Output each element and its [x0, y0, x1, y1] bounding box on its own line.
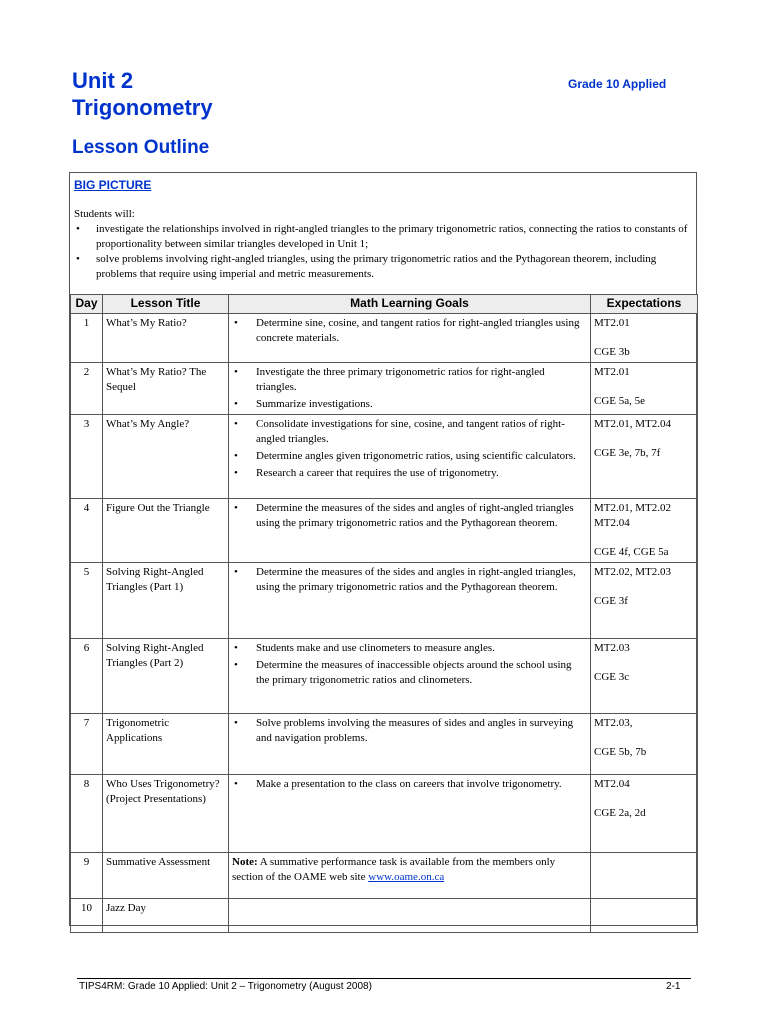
goal-item	[232, 501, 587, 531]
goal-text: Summarize investigations.	[256, 398, 373, 410]
goal-text: Research a career that requires the use of trigonometry.	[256, 467, 499, 479]
column-header-day: Day	[71, 295, 103, 314]
table-row	[71, 714, 698, 775]
goal-item	[232, 565, 587, 595]
big-picture-item	[74, 252, 692, 282]
goal-text: Students make and use clinometers to measure angles.	[256, 642, 495, 654]
lesson-title-cell: What’s My Ratio? The Sequel	[103, 363, 229, 415]
goals-cell	[229, 499, 591, 563]
big-picture-item-text: investigate the relationships involved in right-angled triangles to the primary trigonometric ratios, connecting the ratios to constants of proportionality between similar triangles developed in Unit 1;	[96, 223, 688, 250]
expectation-code: MT2.01, MT2.04	[594, 418, 671, 430]
big-picture-title: BIG PICTURE	[74, 178, 152, 192]
goals-cell	[229, 714, 591, 775]
lesson-title-cell: Summative Assessment	[103, 853, 229, 899]
day-cell: 9	[71, 853, 103, 899]
day-cell: 3	[71, 415, 103, 499]
expectations-cell	[591, 714, 698, 775]
goals-cell	[229, 853, 591, 899]
table-row	[71, 899, 698, 933]
bullet-icon: •	[234, 642, 238, 654]
bullet-icon: •	[234, 366, 238, 378]
day-cell: 4	[71, 499, 103, 563]
day-cell: 1	[71, 314, 103, 363]
expectations-cell	[591, 639, 698, 714]
table-row	[71, 639, 698, 714]
goal-item	[232, 365, 587, 395]
column-header-goals: Math Learning Goals	[229, 295, 591, 314]
big-picture-item	[74, 222, 692, 252]
table-row	[71, 363, 698, 415]
goal-text: Make a presentation to the class on careers that involve trigonometry.	[256, 778, 562, 790]
note-text: A summative performance task is available from the members only section of the OAME web site	[232, 856, 556, 883]
table-row	[71, 563, 698, 639]
day-cell: 5	[71, 563, 103, 639]
goal-text: Determine the measures of the sides and angles in right-angled triangles, using the primary trigonometric ratios and the Pythagorean theorem.	[256, 566, 576, 593]
lesson-title-cell: Solving Right-Angled Triangles (Part 2)	[103, 639, 229, 714]
column-header-lesson-title: Lesson Title	[103, 295, 229, 314]
goal-text: Determine sine, cosine, and tangent ratios for right-angled triangles using concrete materials.	[256, 317, 580, 344]
day-cell: 7	[71, 714, 103, 775]
expectations-cell	[591, 775, 698, 853]
expectation-code: MT2.02, MT2.03	[594, 566, 671, 578]
expectation-cge: CGE 3c	[594, 671, 630, 683]
goal-text: Consolidate investigations for sine, cosine, and tangent ratios of right-angled triangles.	[256, 418, 565, 445]
bullet-icon: •	[234, 566, 238, 578]
lesson-title-cell: Figure Out the Triangle	[103, 499, 229, 563]
expectation-cge: CGE 3e, 7b, 7f	[594, 447, 661, 459]
oame-website-link[interactable]: www.oame.on.ca	[368, 871, 445, 883]
lesson-title-cell: What’s My Ratio?	[103, 314, 229, 363]
bullet-icon: •	[234, 317, 238, 329]
goal-item	[232, 397, 587, 412]
lesson-outline-heading: Lesson Outline	[72, 137, 210, 158]
table-row	[71, 853, 698, 899]
goal-item	[232, 641, 587, 656]
lesson-table	[70, 294, 698, 933]
expectation-code: MT2.04	[594, 517, 630, 529]
big-picture-item-text: solve problems involving right-angled triangles, using the primary trigonometric ratios and the Pythagorean theorem, including problems that require using imperial and metric measurements.	[96, 253, 657, 280]
goal-item	[232, 716, 587, 746]
footer-page-number: 2-1	[666, 981, 681, 992]
footer-document-info: TIPS4RM: Grade 10 Applied: Unit 2 – Trigonometry (August 2008)	[79, 981, 372, 992]
goal-item	[232, 417, 587, 447]
goal-item	[232, 316, 587, 346]
goal-text: Determine the measures of inaccessible objects around the school using the primary trigonometric ratios and clinometers.	[256, 659, 572, 686]
goals-cell	[229, 415, 591, 499]
goal-item	[232, 777, 587, 792]
expectations-cell	[591, 899, 698, 933]
table-row	[71, 415, 698, 499]
column-header-expectations: Expectations	[591, 295, 698, 314]
goal-text: Determine angles given trigonometric ratios, using scientific calculators.	[256, 450, 576, 462]
goals-cell	[229, 639, 591, 714]
unit-topic-heading: Trigonometry	[72, 95, 213, 120]
lesson-title-cell: Jazz Day	[103, 899, 229, 933]
bullet-icon: •	[234, 502, 238, 514]
expectation-code: MT2.01, MT2.02	[594, 502, 671, 514]
expectation-cge: CGE 2a, 2d	[594, 807, 646, 819]
table-header-row	[71, 295, 698, 314]
lesson-title-cell: Who Uses Trigonometry? (Project Presentations)	[103, 775, 229, 853]
lesson-title-cell: Trigonometric Applications	[103, 714, 229, 775]
expectations-cell	[591, 415, 698, 499]
day-cell: 10	[71, 899, 103, 933]
goal-text: Determine the measures of the sides and angles of right-angled triangles using the primary trigonometric ratios and the Pythagorean theorem.	[256, 502, 574, 529]
goals-cell	[229, 563, 591, 639]
lesson-title-cell: Solving Right-Angled Triangles (Part 1)	[103, 563, 229, 639]
table-row	[71, 314, 698, 363]
goal-text: Solve problems involving the measures of sides and angles in surveying and navigation problems.	[256, 717, 574, 744]
bullet-icon: •	[76, 223, 80, 235]
bullet-icon: •	[234, 778, 238, 790]
goals-cell	[229, 314, 591, 363]
bullet-icon: •	[234, 398, 238, 410]
big-picture-intro: Students will:	[74, 208, 135, 220]
goal-item	[232, 658, 587, 688]
bullet-icon: •	[234, 450, 238, 462]
lesson-outline-box	[69, 172, 697, 926]
goals-cell	[229, 363, 591, 415]
expectation-cge: CGE 5a, 5e	[594, 395, 646, 407]
expectation-cge: CGE 3b	[594, 346, 630, 358]
table-row	[71, 775, 698, 853]
table-row	[71, 499, 698, 563]
expectation-cge: CGE 4f, CGE 5a	[594, 546, 669, 558]
expectation-code: MT2.04	[594, 778, 630, 790]
expectation-cge: CGE 3f	[594, 595, 628, 607]
bullet-icon: •	[234, 659, 238, 671]
bullet-icon: •	[76, 253, 80, 265]
expectations-cell	[591, 314, 698, 363]
expectation-code: MT2.03	[594, 642, 630, 654]
goal-text: Investigate the three primary trigonometric ratios for right-angled triangles.	[256, 366, 545, 393]
day-cell: 8	[71, 775, 103, 853]
expectations-cell	[591, 853, 698, 899]
note-label: Note:	[232, 856, 258, 868]
expectation-code: MT2.01	[594, 366, 630, 378]
goals-cell	[229, 775, 591, 853]
unit-heading: Unit 2	[72, 68, 134, 93]
goal-item	[232, 466, 587, 481]
goal-item	[232, 449, 587, 464]
day-cell: 6	[71, 639, 103, 714]
bullet-icon: •	[234, 467, 238, 479]
footer-divider	[77, 978, 691, 979]
expectation-code: MT2.01	[594, 317, 630, 329]
expectations-cell	[591, 499, 698, 563]
expectations-cell	[591, 363, 698, 415]
bullet-icon: •	[234, 418, 238, 430]
expectations-cell	[591, 563, 698, 639]
lesson-title-cell: What’s My Angle?	[103, 415, 229, 499]
expectation-cge: CGE 5b, 7b	[594, 746, 647, 758]
day-cell: 2	[71, 363, 103, 415]
grade-label: Grade 10 Applied	[568, 77, 667, 91]
big-picture-section	[70, 173, 696, 295]
bullet-icon: •	[234, 717, 238, 729]
expectation-code: MT2.03,	[594, 717, 633, 729]
goals-cell	[229, 899, 591, 933]
